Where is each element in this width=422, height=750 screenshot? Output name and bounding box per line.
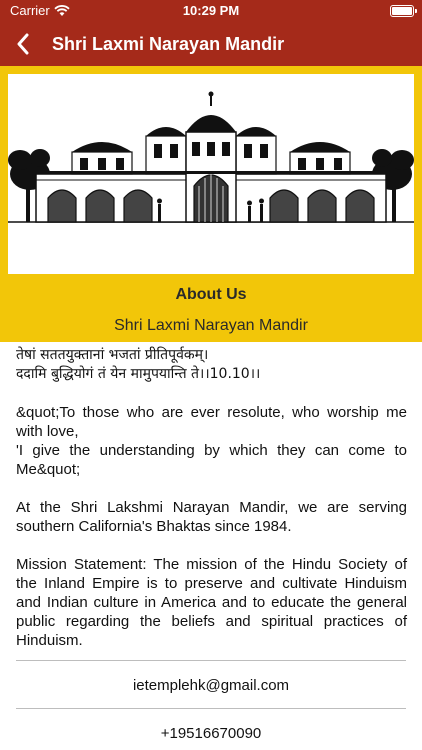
about-subheading: Shri Laxmi Narayan Mandir bbox=[114, 317, 308, 334]
quote-line-1: &quot;To those who are ever resolute, who worship me with love, bbox=[16, 404, 407, 440]
verse-line-2: ददामि बुद्धियोगं तं येन मामुपयान्ति ते।।10.10।। bbox=[16, 366, 261, 382]
divider bbox=[16, 708, 406, 709]
divider bbox=[16, 660, 406, 661]
mission-statement: Mission Statement: The mission of the Hindu Society of the Inland Empire is to preserve and cultivate Hinduism and Indian culture in America and to educate the general public regarding the beliefs and spiritual practices of Hinduism. bbox=[16, 556, 407, 649]
intro-paragraph: At the Shri Lakshmi Narayan Mandir, we are serving southern California's Bhaktas since 1984. bbox=[16, 499, 407, 535]
temple-illustration bbox=[8, 74, 414, 274]
quote-line-2: 'I give the understanding by which they can come to Me&quot; bbox=[16, 442, 407, 478]
temple-drawing bbox=[8, 74, 414, 274]
back-button[interactable] bbox=[8, 28, 38, 60]
navigation-bar bbox=[0, 22, 422, 66]
verse-line-1: तेषां सततयुक्तानां भजतां प्रीतिपूर्वकम्। bbox=[16, 347, 209, 363]
page-title: Shri Laxmi Narayan Mandir bbox=[52, 34, 285, 54]
chevron-left-icon bbox=[16, 33, 30, 55]
phone-link[interactable]: +19516670090 bbox=[160, 725, 262, 742]
sanskrit-verse bbox=[16, 346, 407, 384]
carrier-label: Carrier bbox=[10, 3, 50, 18]
about-header-panel bbox=[0, 66, 422, 342]
status-bar bbox=[0, 0, 422, 22]
email-link[interactable]: ietemplehk@gmail.com bbox=[132, 677, 290, 694]
about-heading: About Us bbox=[175, 286, 247, 303]
battery-icon bbox=[390, 5, 414, 17]
translation-quote bbox=[16, 403, 407, 479]
about-content bbox=[16, 346, 407, 669]
clock: 10:29 PM bbox=[182, 3, 240, 18]
